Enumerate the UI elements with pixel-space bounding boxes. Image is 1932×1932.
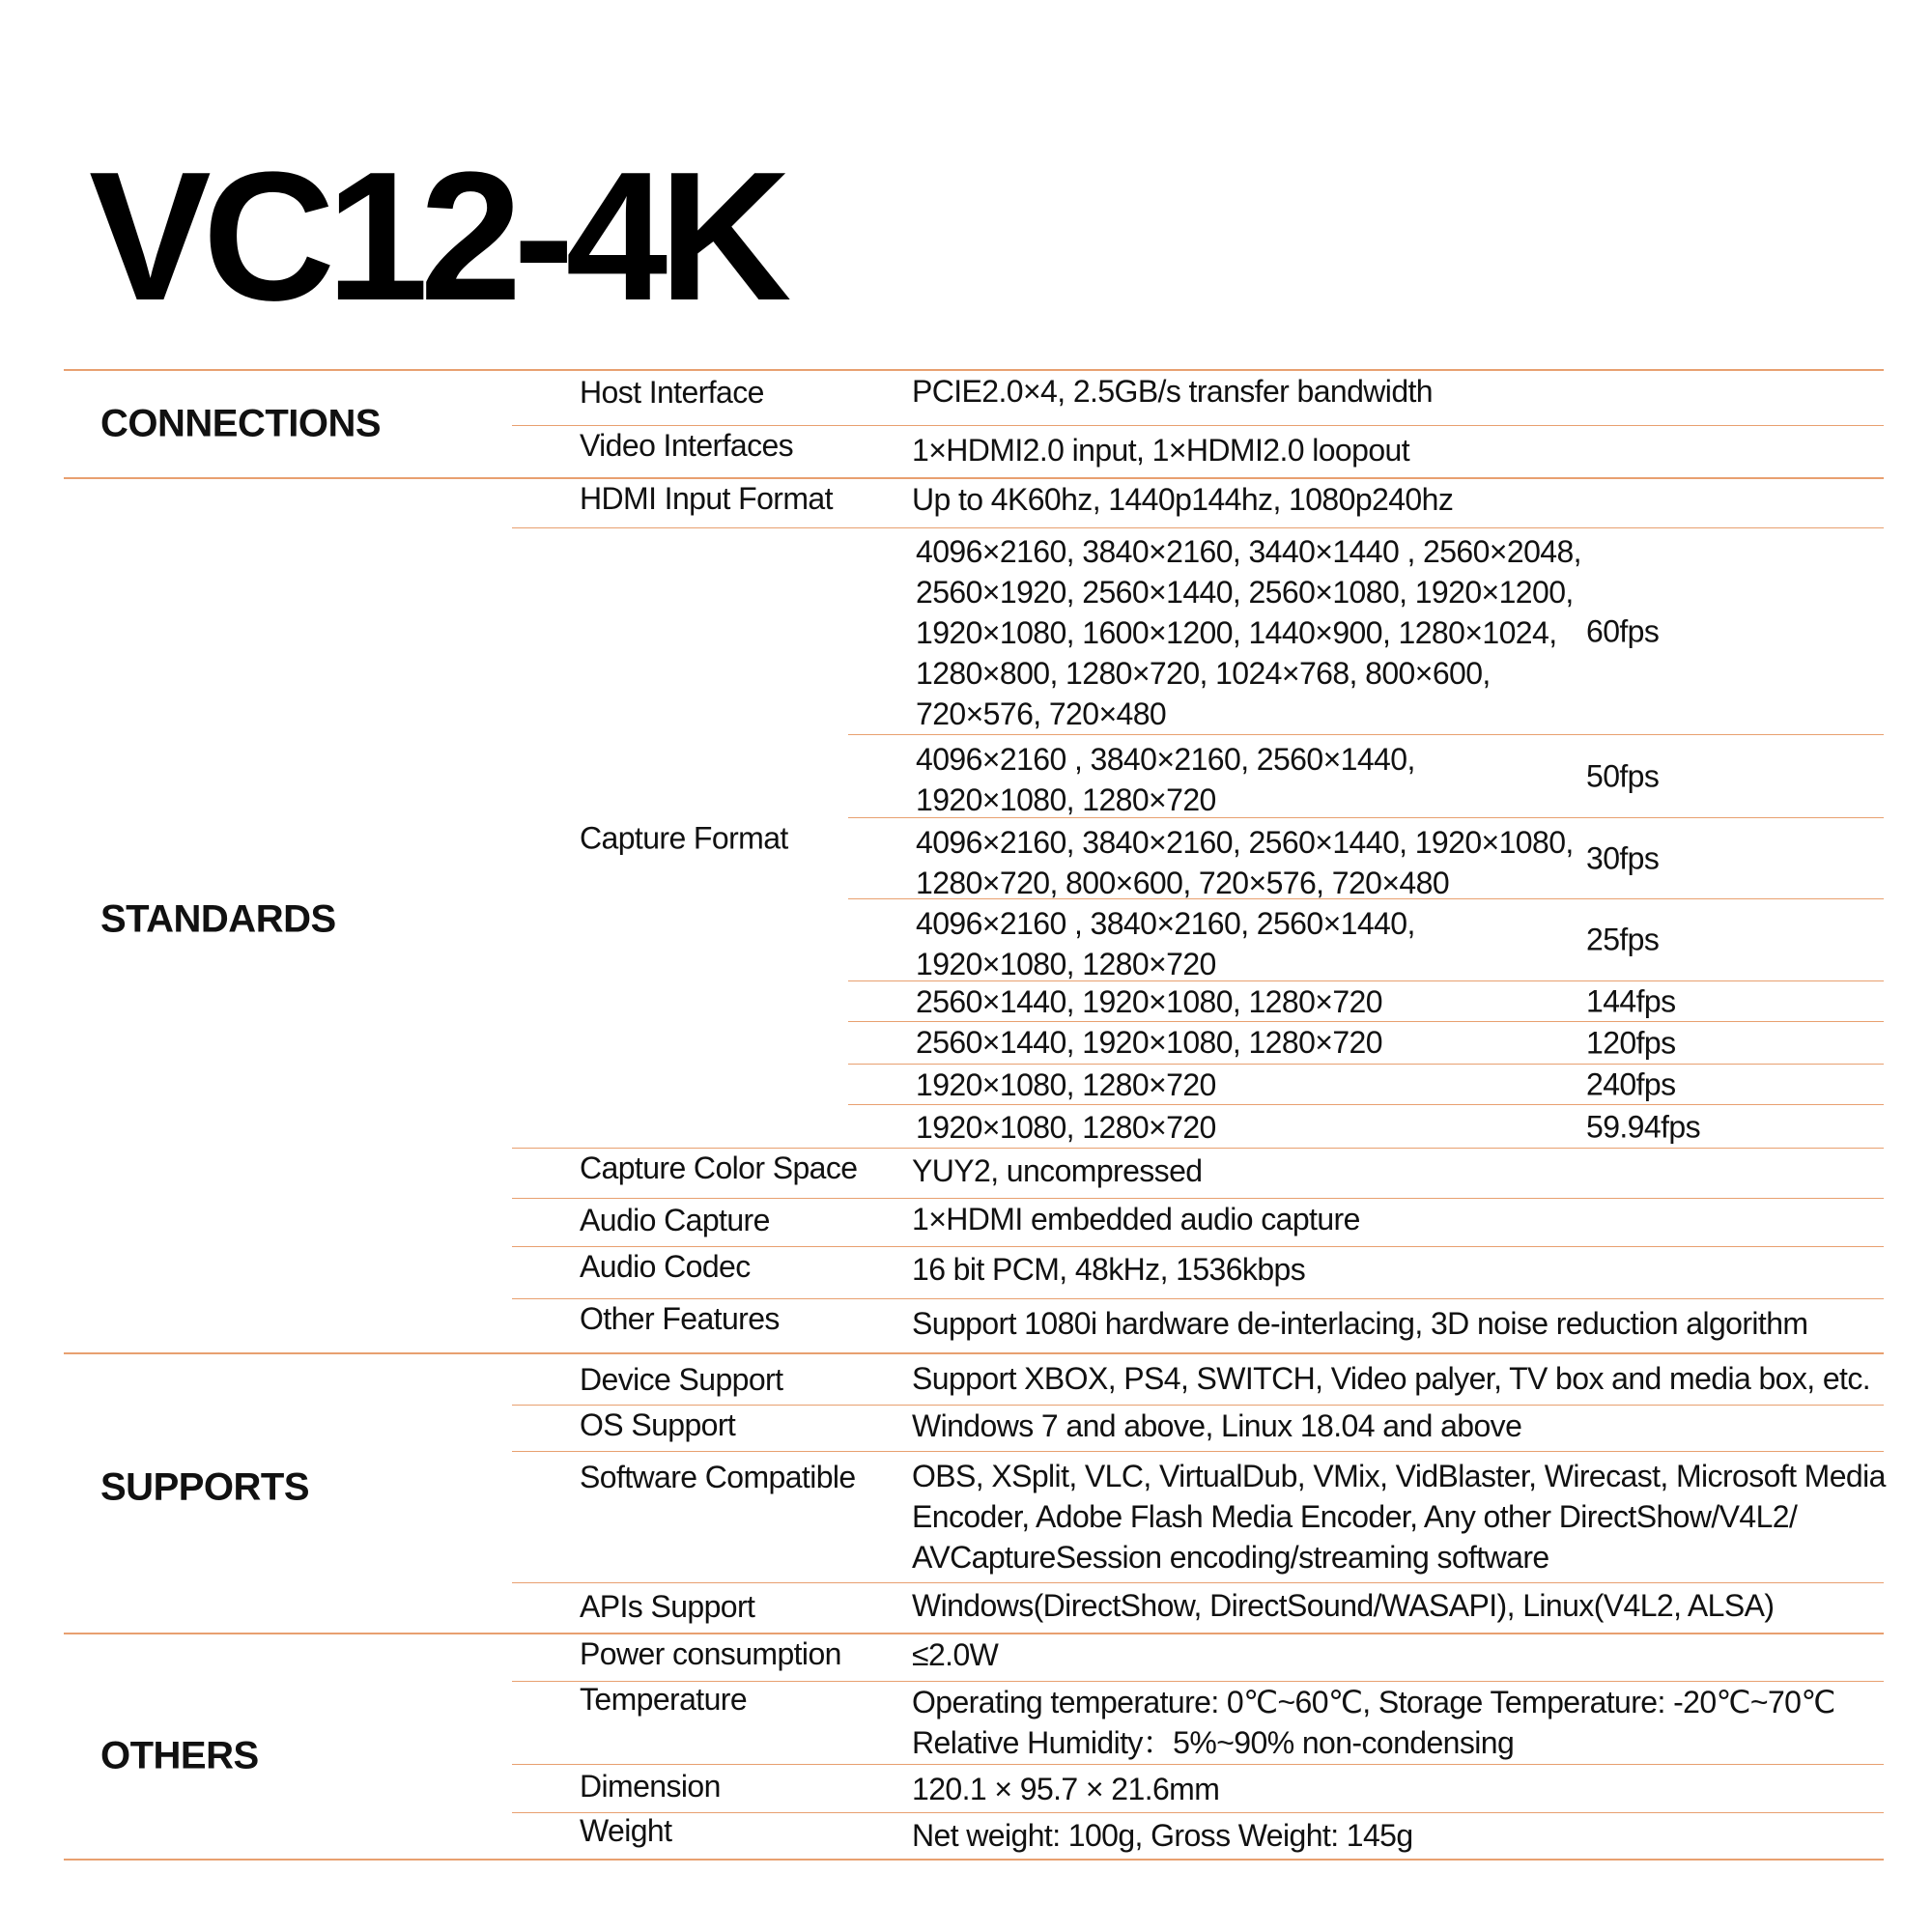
spec-value: Support XBOX, PS4, SWITCH, Video palyer, TV box and media box, etc. <box>912 1361 1871 1396</box>
frame-rate: 59.94fps <box>1586 1109 1700 1144</box>
spec-label: Weight <box>580 1813 672 1848</box>
resolution-line: 720×576, 720×480 <box>916 696 1167 731</box>
section-heading: STANDARDS <box>100 897 336 941</box>
spec-row <box>512 425 1884 479</box>
frame-rate: 120fps <box>1586 1025 1676 1060</box>
resolution-line: 4096×2160, 3840×2160, 2560×1440, 1920×1080, <box>916 825 1574 860</box>
spec-row <box>512 1582 1884 1634</box>
page-title: VC12-4K <box>89 134 783 339</box>
spec-row <box>512 479 1884 527</box>
spec-label: Dimension <box>580 1769 721 1804</box>
section-heading: OTHERS <box>100 1734 259 1777</box>
value-line: AVCaptureSession encoding/streaming software <box>912 1540 1549 1575</box>
section-standards <box>64 477 1884 1352</box>
capture-format-entry <box>848 898 1884 980</box>
resolution-line: 1920×1080, 1280×720 <box>916 1067 1216 1102</box>
spec-value: 1×HDMI2.0 input, 1×HDMI2.0 loopout <box>912 433 1410 468</box>
value-line: Relative Humidity：5%~90% non-condensing <box>912 1725 1515 1760</box>
resolution-line: 4096×2160 , 3840×2160, 2560×1440, <box>916 742 1415 777</box>
frame-rate: 60fps <box>1586 613 1660 648</box>
capture-format-entry <box>848 528 1884 734</box>
resolution-line: 4096×2160 , 3840×2160, 2560×1440, <box>916 906 1415 941</box>
resolution-list <box>916 981 1382 1022</box>
spec-row <box>512 1246 1884 1298</box>
section-supports <box>64 1352 1884 1633</box>
spec-row <box>512 1681 1884 1764</box>
section-others <box>64 1633 1884 1861</box>
spec-label: Host Interface <box>580 375 764 410</box>
resolution-line: 2560×1440, 1920×1080, 1280×720 <box>916 1025 1382 1060</box>
frame-rate: 240fps <box>1586 1066 1676 1101</box>
spec-value: YUY2, uncompressed <box>912 1153 1203 1188</box>
spec-value: Support 1080i hardware de-interlacing, 3D noise reduction algorithm <box>912 1306 1808 1341</box>
resolution-line: 1280×720, 800×600, 720×576, 720×480 <box>916 866 1450 900</box>
spec-label: Power consumption <box>580 1636 841 1671</box>
spec-label: Temperature <box>580 1682 748 1717</box>
spec-label: Audio Capture <box>580 1203 770 1237</box>
spec-row <box>512 371 1884 425</box>
spec-value <box>912 1682 1835 1763</box>
spec-label: Video Interfaces <box>580 428 794 463</box>
spec-value <box>912 1456 1886 1577</box>
spec-value: 120.1 × 95.7 × 21.6mm <box>912 1772 1220 1806</box>
spec-value: Windows 7 and above, Linux 18.04 and above <box>912 1408 1522 1443</box>
spec-value: 16 bit PCM, 48kHz, 1536kbps <box>912 1252 1306 1287</box>
capture-format-entry <box>848 817 1884 898</box>
spec-value: PCIE2.0×4, 2.5GB/s transfer bandwidth <box>912 374 1434 409</box>
resolution-line: 1920×1080, 1280×720 <box>916 1110 1216 1145</box>
spec-row <box>512 1405 1884 1451</box>
frame-rate: 30fps <box>1586 840 1660 875</box>
capture-format-row <box>512 527 1884 1148</box>
spec-label: Capture Color Space <box>580 1151 858 1185</box>
spec-row <box>512 1812 1884 1862</box>
spec-row <box>512 1354 1884 1405</box>
spec-row <box>512 1298 1884 1354</box>
spec-row <box>512 1198 1884 1246</box>
resolution-line: 4096×2160, 3840×2160, 3440×1440 , 2560×2048, <box>916 534 1581 569</box>
resolution-line: 1280×800, 1280×720, 1024×768, 800×600, <box>916 656 1491 691</box>
resolution-line: 1920×1080, 1280×720 <box>916 782 1216 817</box>
resolution-list <box>916 903 1415 984</box>
spec-label: Software Compatible <box>580 1460 856 1494</box>
spec-row <box>512 1764 1884 1812</box>
capture-format-entry <box>848 734 1884 817</box>
spec-value: Net weight: 100g, Gross Weight: 145g <box>912 1818 1413 1853</box>
spec-label: Other Features <box>580 1301 780 1336</box>
spec-value: ≤2.0W <box>912 1637 999 1672</box>
capture-format-entry <box>848 980 1884 1021</box>
resolution-list <box>916 1022 1382 1063</box>
spec-label: HDMI Input Format <box>580 481 833 516</box>
spec-label: APIs Support <box>580 1589 755 1624</box>
value-line: Operating temperature: 0℃~60℃, Storage Temperature: -20℃~70℃ <box>912 1685 1835 1719</box>
section-heading: CONNECTIONS <box>100 402 382 445</box>
resolution-list <box>916 822 1574 903</box>
resolution-line: 1920×1080, 1600×1200, 1440×900, 1280×1024, <box>916 615 1557 650</box>
spec-value: 1×HDMI embedded audio capture <box>912 1202 1360 1236</box>
spec-label: OS Support <box>580 1407 736 1442</box>
resolution-list <box>916 739 1415 820</box>
value-line: OBS, XSplit, VLC, VirtualDub, VMix, VidBlaster, Wirecast, Microsoft Media <box>912 1459 1886 1493</box>
spec-label: Capture Format <box>580 820 788 855</box>
resolution-list <box>916 531 1581 734</box>
frame-rate: 25fps <box>1586 922 1660 957</box>
spec-label: Device Support <box>580 1362 783 1397</box>
spec-label: Audio Codec <box>580 1249 751 1284</box>
capture-format-entry <box>848 1064 1884 1104</box>
resolution-list <box>916 1065 1216 1105</box>
resolution-line: 2560×1440, 1920×1080, 1280×720 <box>916 984 1382 1019</box>
spec-value: Windows(DirectShow, DirectSound/WASAPI), Linux(V4L2, ALSA) <box>912 1588 1775 1623</box>
resolution-line: 2560×1920, 2560×1440, 2560×1080, 1920×1200, <box>916 575 1574 610</box>
spec-row <box>512 1148 1884 1198</box>
resolution-line: 1920×1080, 1280×720 <box>916 947 1216 981</box>
section-connections <box>64 369 1884 477</box>
spec-row <box>512 1451 1884 1582</box>
frame-rate: 144fps <box>1586 983 1676 1018</box>
section-heading: SUPPORTS <box>100 1465 310 1509</box>
spec-row <box>512 1634 1884 1681</box>
spec-value: Up to 4K60hz, 1440p144hz, 1080p240hz <box>912 482 1454 517</box>
capture-format-entry <box>848 1104 1884 1149</box>
value-line: Encoder, Adobe Flash Media Encoder, Any other DirectShow/V4L2/ <box>912 1499 1798 1534</box>
capture-format-entry <box>848 1021 1884 1064</box>
frame-rate: 50fps <box>1586 758 1660 793</box>
resolution-list <box>916 1107 1216 1148</box>
